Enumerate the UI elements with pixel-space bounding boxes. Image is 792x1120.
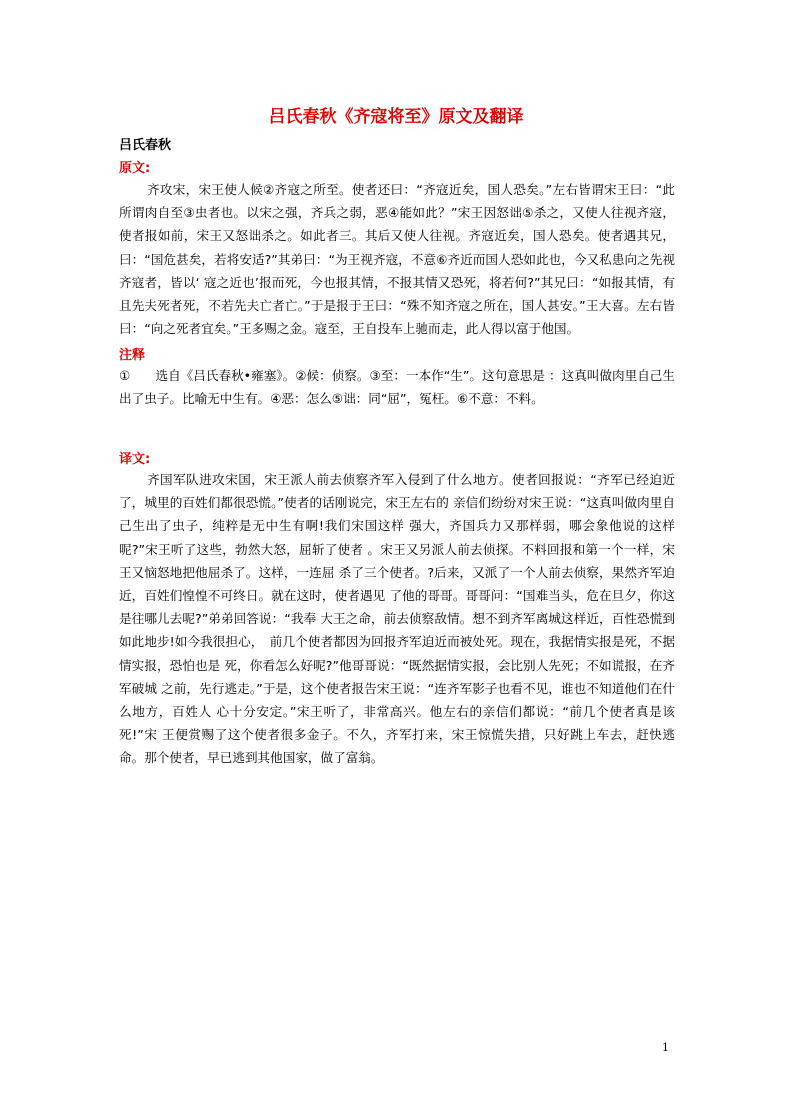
- translation-text: 齐国军队进攻宋国，宋王派人前去侦察齐军入侵到了什么地方。使者回报说：“齐军已经迫近了，城里的百姓们都很恐慌。”使者的话刚说完，宋王左右的 亲信们纷纷对宋王说：“这真叫做肉里自己生出了虫子，纯粹是无中生有啊!我们宋国这样 强大，齐国兵力又那样弱，哪会象他说的这样呢?”宋王听了这些，勃然大怒，屈斩了使者 。宋王又另派人前去侦探。不料回报和第一个一样，宋王又恼怒地把他屈杀了。这样，一连屈 杀了三个使者。?后来，又派了一个人前去侦察，果然齐军迫近，百姓们惶惶不可终日。就在这时，使者遇见 了他的哥哥。哥哥问：“国难当头，危在旦夕，你这是往哪儿去呢?”弟弟回答说：“我奉 大王之命，前去侦察敌情。想不到齐军离城这样近，百性恐慌到如此地步!如今我很担心， 前几个使者都因为回报齐军迫近而被处死。现在，我据情实报是死，不据情实报，恐怕也是 死，你看怎么好呢?”他哥哥说：“既然据情实报，会比别人先死；不如谎报，在齐军破城 之前，先行逃走。”于是，这个使者报告宋王说：“连齐军影子也看不见，谁也不知道他们在什么地方，百姓人 心十分安定。”宋王听了，非常高兴。他左右的亲信们都说：“前几个使者真是该死!”宋 王便赏赐了这个使者很多金子。不久，齐军打来，宋王惊慌失措，只好跳上车去，赶快逃命。那个使者，早已逃到其他国家，做了富翁。: [119, 472, 675, 766]
- notes-text: ① 选自《吕氏春秋•雍塞》。②候：侦察。③至：一本作“生”。这句意思是 ：这真叫做肉里自己生出了虫子。比喻无中生有。④恶：怎么⑤诎：同“屈”，冤枉。⑥不意：不料。: [119, 368, 675, 407]
- page-number: 1: [662, 1041, 669, 1054]
- original-text: 齐攻宋，宋王使人候②齐寇之所至。使者还曰：“齐寇近矣，国人恐矣。”左右皆谓宋王曰：“此所谓肉自至③虫者也。以宋之强，齐兵之弱，恶④能如此？”宋王因怒诎⑤杀之，又使人往视齐寇，使者报如前，宋王又怒诎杀之。如此者三。其后又使人往视。齐寇近矣，国人恐矣。使者遇其兄，曰：“国危甚矣，若将安适?”其弟曰：“为王视齐寇，不意⑥齐近而国人恐如此也，今又私患向之先视齐寇者，皆以‘ 寇之近也’报而死，今也报其情，不报其情又恐死，将若何?”其兄曰：“如报其情，有且先夫死者死，不若先夫亡者亡。”于是报于王曰：“殊不知齐寇之所在，国人甚安。”王大喜。左右皆曰：“向之死者宜矣。”王多赐之金。寇至，王自投车上驰而走，此人得以富于他国。: [119, 182, 675, 337]
- document-title: 吕氏春秋《齐寇将至》原文及翻译: [268, 107, 524, 127]
- notes-label: 注释: [119, 348, 146, 363]
- original-label: 原文:: [119, 161, 151, 176]
- document-subtitle: 吕氏春秋: [119, 138, 172, 153]
- translation-label: 译文:: [119, 452, 151, 467]
